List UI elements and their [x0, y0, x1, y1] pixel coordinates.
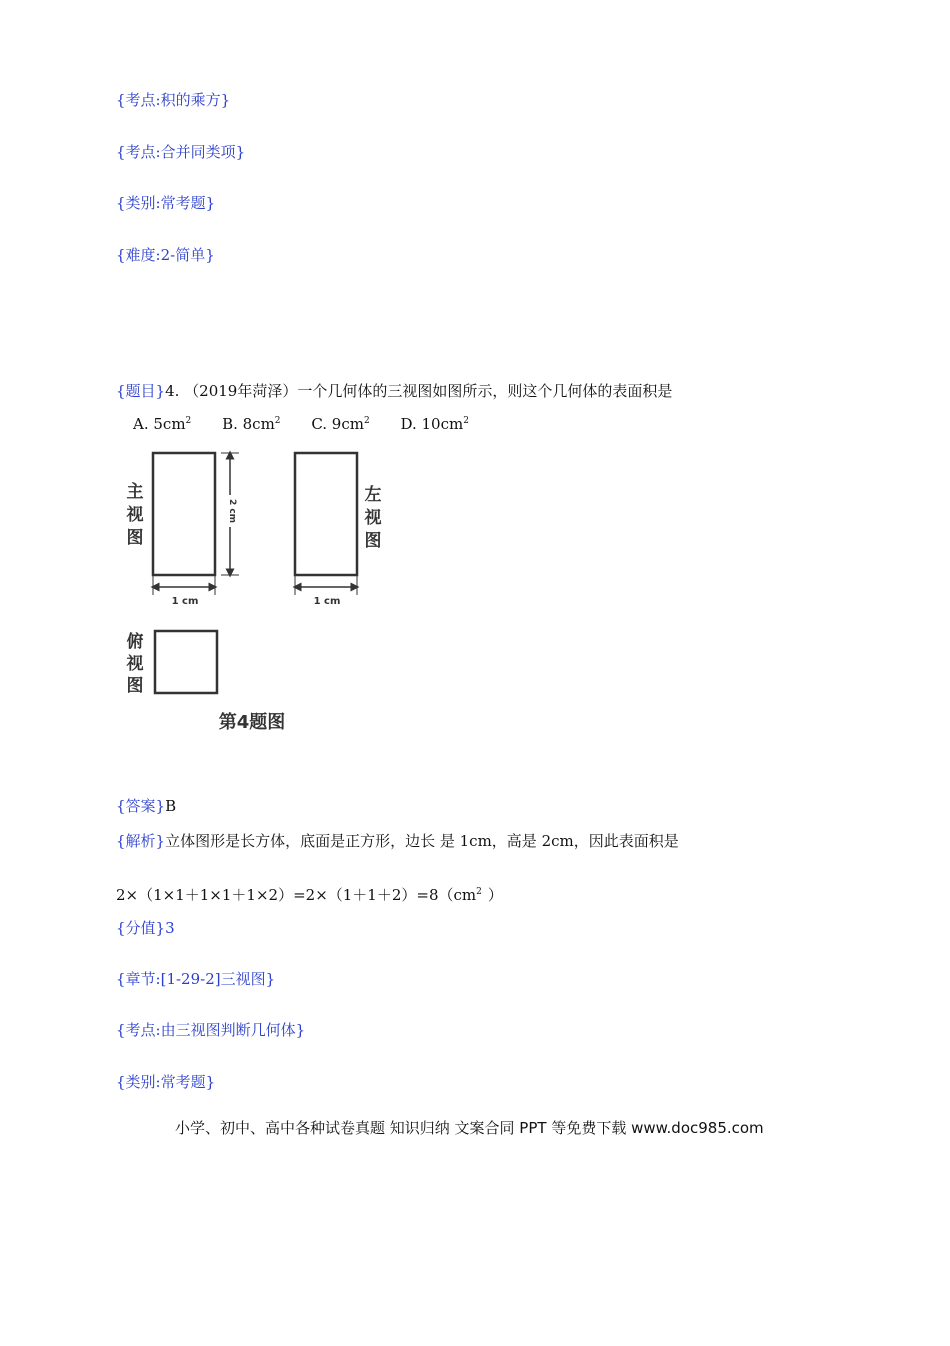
front-view-label-2: 视 — [126, 505, 144, 525]
tag-text: {类别:常考题} — [116, 1073, 216, 1091]
tag-category — [116, 193, 215, 213]
analysis-formula — [116, 882, 503, 905]
question-text: 4. （2019年菏泽）一个几何体的三视图如图所示，则这个几何体的表面积是 — [165, 382, 673, 400]
brace-close: } — [235, 143, 246, 161]
analysis-text: 立体图形是长方体，底面是正方形，边长 是 1cm，高是 2cm，因此表面积是 — [165, 832, 679, 850]
side-view-label-2: 视 — [364, 508, 382, 528]
tag-knowledge-point-3 — [116, 1020, 305, 1040]
top-view-label-1: 俯 — [126, 632, 144, 652]
formula-end: ） — [487, 886, 503, 904]
front-view-label-1: 主 — [126, 482, 144, 502]
answer-tag: {答案} — [116, 797, 166, 815]
option-a-sup: 2 — [185, 416, 192, 426]
front-view-rect — [153, 453, 215, 575]
option-d-sup: 2 — [463, 416, 469, 426]
tag-knowledge-point-2 — [116, 142, 245, 162]
tag-text: {分值}3 — [116, 919, 175, 937]
answer-value: B — [165, 797, 177, 815]
three-view-figure — [115, 445, 395, 745]
option-a — [133, 415, 191, 433]
top-view-label-3: 图 — [126, 676, 144, 696]
formula-sup: 2 — [476, 887, 482, 897]
tag-text: 难度:2-简单 — [125, 246, 206, 264]
brace-open: { — [116, 194, 126, 212]
tag-text: 考点:积的乘方 — [125, 91, 221, 109]
brace-close: } — [205, 246, 215, 264]
option-c-sup: 2 — [363, 416, 370, 426]
tag-text: 考点:合并同类项 — [125, 143, 236, 161]
option-c-label: C. 9cm — [311, 415, 364, 433]
option-b — [222, 415, 280, 433]
question-line — [116, 381, 672, 401]
tag-chapter — [116, 969, 275, 989]
tag-text: 类别:常考题 — [125, 194, 206, 212]
tag-text: {章节:[1-29-2]三视图} — [116, 970, 276, 988]
tag-score — [116, 918, 175, 938]
option-b-label: B. 8cm — [222, 415, 275, 433]
brace-open: { — [116, 246, 126, 264]
brace-close: } — [220, 91, 231, 109]
question-tag: {题目} — [116, 382, 166, 400]
analysis-tag: {解析} — [116, 832, 166, 850]
front-view-label-3: 图 — [126, 528, 144, 548]
top-view-rect — [155, 631, 217, 693]
option-d — [400, 415, 468, 433]
option-b-sup: 2 — [274, 416, 281, 426]
height-label: 2 cm — [227, 498, 237, 524]
option-d-label: D. 10cm — [400, 415, 464, 433]
side-view-label-3: 图 — [364, 531, 382, 551]
options-row — [133, 415, 495, 433]
tag-text: {考点:由三视图判断几何体} — [116, 1021, 306, 1039]
brace-open: { — [116, 91, 126, 109]
brace-close: } — [205, 194, 216, 212]
answer-line — [116, 796, 176, 816]
side-width-label: 1 cm — [313, 596, 341, 607]
tag-category-2 — [116, 1072, 215, 1092]
front-width-label: 1 cm — [171, 596, 199, 607]
option-c — [311, 415, 369, 433]
tag-difficulty — [116, 245, 215, 265]
tag-knowledge-point-1 — [116, 90, 230, 110]
top-view-label-2: 视 — [126, 654, 144, 674]
formula-text: 2×（1×1＋1×1＋1×2）=2×（1＋1＋2）=8（cm — [116, 886, 477, 904]
option-a-label: A. 5cm — [133, 415, 186, 433]
figure-caption: 第4题图 — [218, 712, 286, 733]
brace-open: { — [116, 143, 126, 161]
page-footer: 小学、初中、高中各种试卷真题 知识归纳 文案合同 PPT 等免费下载 www.doc985.com — [175, 1119, 764, 1137]
analysis-line — [116, 831, 679, 851]
side-view-label-1: 左 — [364, 485, 382, 505]
side-view-rect — [295, 453, 357, 575]
